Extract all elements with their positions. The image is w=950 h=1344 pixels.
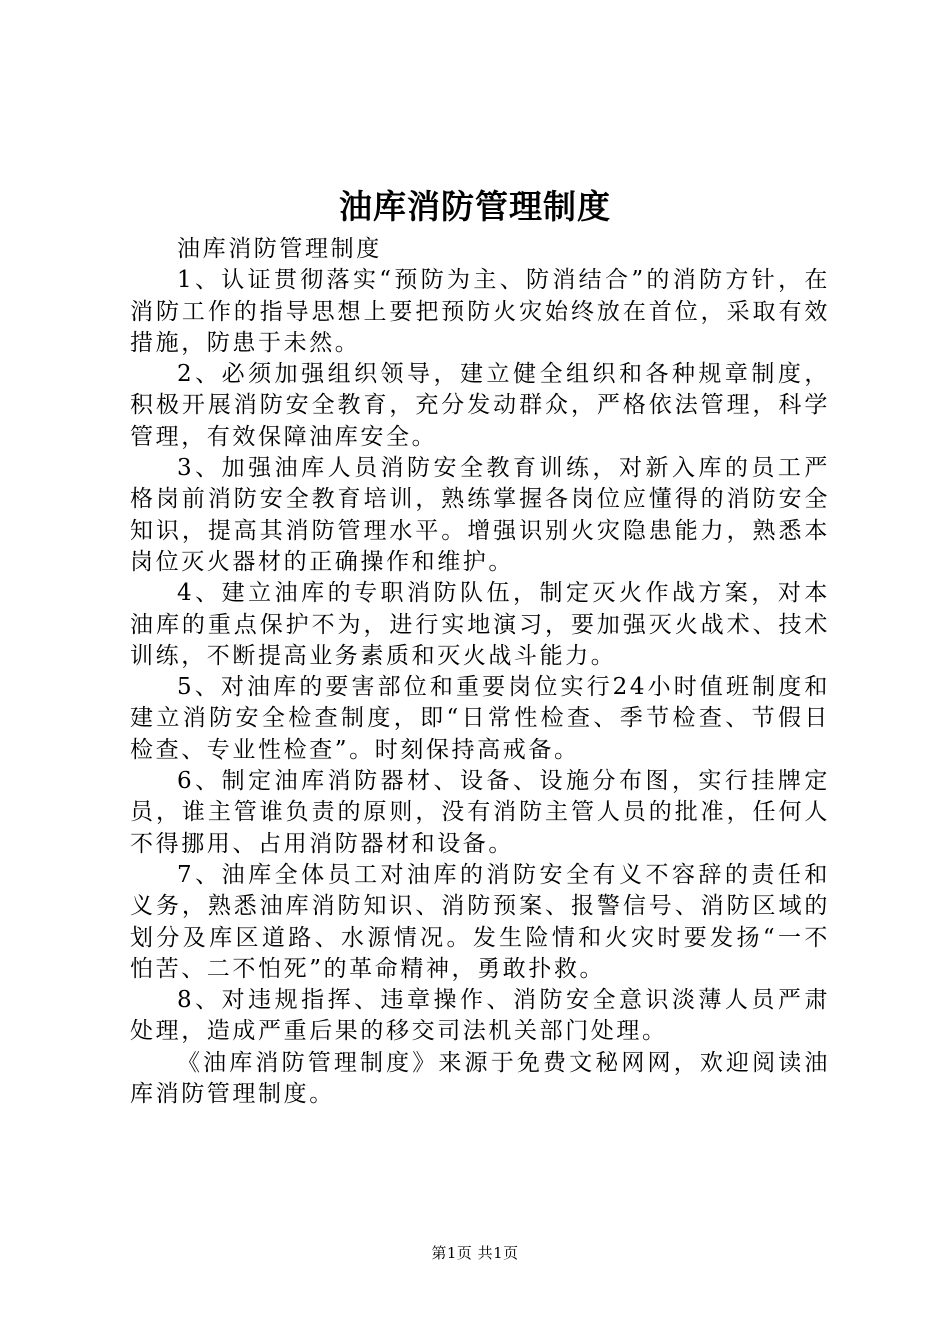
paragraph-3: 3、加强油库人员消防安全教育训练，对新入库的员工严格岗前消防安全教育培训，熟练掌握各岗位应懂得的消防安全知识，提高其消防管理水平。增强识别火灾隐患能力，熟悉本岗位灭火器材的正确操作和维护。	[130, 455, 830, 575]
source-note: 《油库消防管理制度》来源于免费文秘网网，欢迎阅读油库消防管理制度。	[130, 1049, 830, 1108]
paragraph-7: 7、油库全体员工对油库的消防安全有义不容辞的责任和义务，熟悉油库消防知识、消防预案、报警信号、消防区域的划分及库区道路、水源情况。发生险情和火灾时要发扬“一不怕苦、二不怕死”的革命精神，勇敢扑救。	[130, 861, 830, 982]
paragraph-1: 1、认证贯彻落实“预防为主、防消结合”的消防方针，在消防工作的指导思想上要把预防火灾始终放在首位，采取有效措施，防患于未然。	[130, 267, 830, 356]
paragraph-6: 6、制定油库消防器材、设备、设施分布图，实行挂牌定员，谁主管谁负责的原则，没有消防主管人员的批准，任何人不得挪用、占用消防器材和设备。	[130, 768, 830, 857]
paragraph-5: 5、对油库的要害部位和重要岗位实行24小时值班制度和建立消防安全检查制度，即“日常性检查、季节检查、节假日检查、专业性检查”。时刻保持高戒备。	[130, 674, 830, 763]
paragraph-2: 2、必须加强组织领导，建立健全组织和各种规章制度，积极开展消防安全教育，充分发动群众，严格依法管理，科学管理，有效保障油库安全。	[130, 361, 830, 450]
page-title: 油库消防管理制度	[339, 187, 611, 226]
paragraph-8: 8、对违规指挥、违章操作、消防安全意识淡薄人员严肃处理，造成严重后果的移交司法机关部门处理。	[130, 987, 830, 1045]
document-body	[130, 234, 830, 1110]
page-footer: 第1页 共1页	[431, 1244, 519, 1262]
paragraph-4: 4、建立油库的专职消防队伍，制定灭火作战方案，对本油库的重点保护不为，进行实地演习，要加强灭火战术、技术训练，不断提高业务素质和灭火战斗能力。	[130, 580, 830, 669]
document-subtitle: 油库消防管理制度	[177, 236, 382, 262]
